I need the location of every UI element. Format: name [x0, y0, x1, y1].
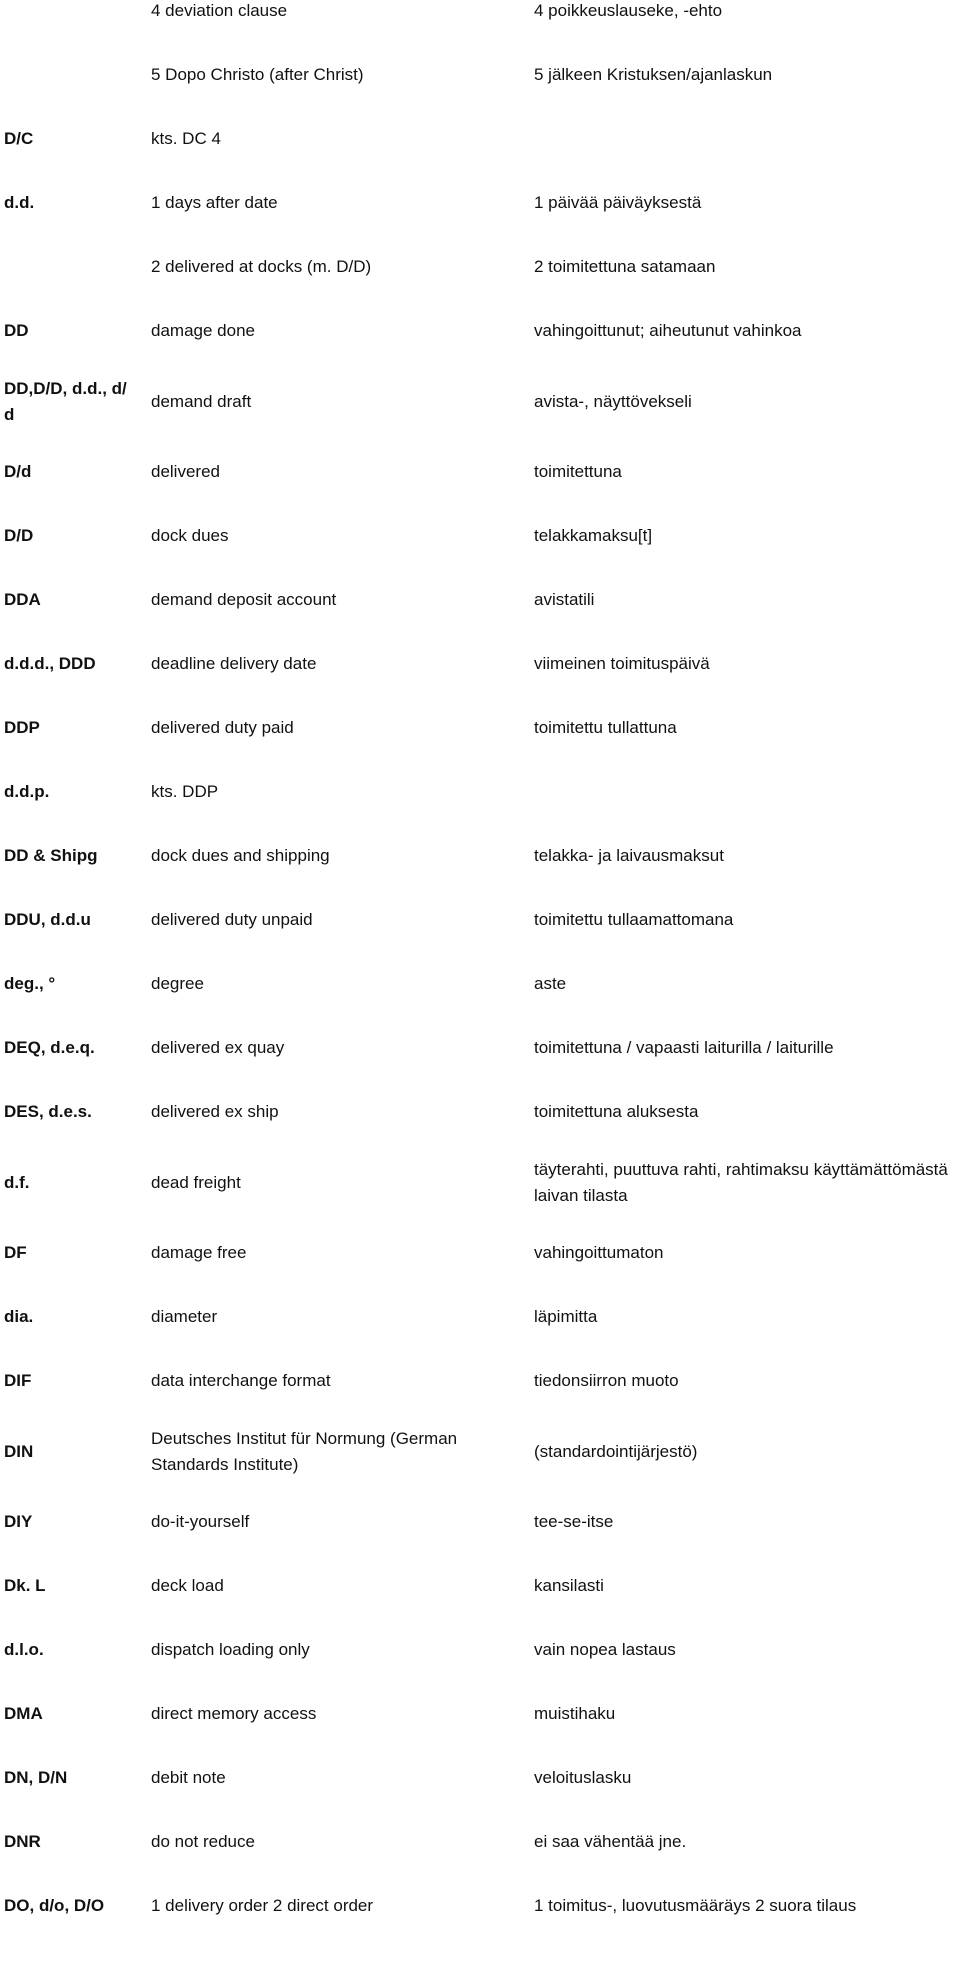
- finnish-translation: ei saa vähentää jne.: [534, 1832, 687, 1851]
- abbreviation: DDP: [4, 718, 40, 737]
- english-term: 2 delivered at docks (m. D/D): [151, 257, 372, 276]
- glossary-row: [0, 952, 960, 1016]
- glossary-row: [0, 363, 960, 440]
- glossary-row: [0, 824, 960, 888]
- english-term: delivered duty unpaid: [151, 910, 313, 929]
- english-term: delivered: [151, 462, 220, 481]
- english-term: demand draft: [151, 391, 252, 411]
- glossary-row: [0, 0, 960, 43]
- abbreviation: [4, 0, 144, 43]
- english-term: delivered ex quay: [151, 1038, 285, 1057]
- glossary-row: [0, 1349, 960, 1413]
- finnish-translation: vahingoittumaton: [534, 1243, 664, 1262]
- finnish-translation: veloituslasku: [534, 1768, 632, 1787]
- abbreviation: DDU, d.d.u: [4, 910, 91, 929]
- finnish-translation: avista-, näyttövekseli: [534, 391, 692, 411]
- english-term: dock dues: [151, 526, 229, 545]
- abbreviation: D/D: [4, 526, 34, 545]
- finnish-translation: kansilasti: [534, 1576, 604, 1595]
- finnish-translation: toimitettu tullattuna: [534, 718, 677, 737]
- abbreviation: DIN: [4, 1441, 34, 1461]
- glossary-row: [0, 1285, 960, 1349]
- abbreviation: DD: [4, 321, 29, 340]
- finnish-translation: avistatili: [534, 590, 595, 609]
- glossary-row: [0, 1080, 960, 1144]
- abbreviation: DN, D/N: [4, 1768, 68, 1787]
- english-term: 1 days after date: [151, 193, 278, 212]
- abbreviation: D/d: [4, 462, 32, 481]
- english-term: damage done: [151, 321, 255, 340]
- glossary-row: [0, 440, 960, 504]
- english-term: delivered duty paid: [151, 718, 294, 737]
- finnish-translation: vahingoittunut; aiheutunut vahinkoa: [534, 321, 802, 340]
- finnish-translation: vain nopea lastaus: [534, 1640, 676, 1659]
- english-term: kts. DDP: [151, 782, 219, 801]
- english-term: do-it-yourself: [151, 1512, 250, 1531]
- english-term: damage free: [151, 1243, 247, 1262]
- finnish-translation: [534, 107, 958, 171]
- abbreviation: Dk. L: [4, 1576, 46, 1595]
- glossary-row: [0, 1554, 960, 1618]
- finnish-translation: muistihaku: [534, 1704, 616, 1723]
- abbreviation: DEQ, d.e.q.: [4, 1038, 95, 1057]
- glossary-row: [0, 299, 960, 363]
- glossary-row: [0, 107, 960, 171]
- english-term: deadline delivery date: [151, 654, 317, 673]
- glossary-row: [0, 760, 960, 824]
- glossary-row: [0, 1810, 960, 1874]
- abbreviation: DF: [4, 1243, 27, 1262]
- glossary-row: [0, 1490, 960, 1554]
- english-term: demand deposit account: [151, 590, 337, 609]
- glossary-row: [0, 632, 960, 696]
- abbreviation: DD,D/D, d.d., d/ d: [4, 378, 127, 424]
- finnish-translation: (standardointijärjestö): [534, 1441, 698, 1461]
- abbreviation: DNR: [4, 1832, 41, 1851]
- finnish-translation: läpimitta: [534, 1307, 598, 1326]
- glossary-row: [0, 235, 960, 299]
- finnish-translation: telakkamaksu[t]: [534, 526, 653, 545]
- glossary-row: [0, 1413, 960, 1490]
- glossary-row: [0, 1016, 960, 1080]
- finnish-translation: täyterahti, puuttuva rahti, rahtimaksu käyttämättömästä laivan tilasta: [534, 1159, 948, 1205]
- abbreviation: DO, d/o, D/O: [4, 1896, 105, 1915]
- abbreviation: d.f.: [4, 1172, 30, 1192]
- abbreviation: D/C: [4, 129, 34, 148]
- english-term: debit note: [151, 1768, 226, 1787]
- finnish-translation: telakka- ja laivausmaksut: [534, 846, 724, 865]
- glossary-row: [0, 504, 960, 568]
- abbreviation: deg., °: [4, 974, 56, 993]
- finnish-translation: 4 poikkeuslauseke, -ehto: [534, 1, 723, 20]
- abbreviation: DDA: [4, 590, 41, 609]
- glossary-row: [0, 888, 960, 952]
- english-term: 1 delivery order 2 direct order: [151, 1896, 374, 1915]
- english-term: Deutsches Institut für Normung (German Standards Institute): [151, 1428, 458, 1474]
- english-term: dead freight: [151, 1172, 241, 1192]
- abbreviation: d.d.: [4, 193, 35, 212]
- abbreviation: DMA: [4, 1704, 43, 1723]
- english-term: degree: [151, 974, 204, 993]
- finnish-translation: viimeinen toimituspäivä: [534, 654, 710, 673]
- glossary-row: [0, 171, 960, 235]
- glossary-row: [0, 43, 960, 107]
- finnish-translation: toimitettuna aluksesta: [534, 1102, 699, 1121]
- abbreviation: DES, d.e.s.: [4, 1102, 92, 1121]
- english-term: 5 Dopo Christo (after Christ): [151, 65, 364, 84]
- english-term: 4 deviation clause: [151, 1, 288, 20]
- abbreviation: DD & Shipg: [4, 846, 98, 865]
- english-term: dock dues and shipping: [151, 846, 330, 865]
- finnish-translation: toimitettu tullaamattomana: [534, 910, 734, 929]
- english-term: dispatch loading only: [151, 1640, 310, 1659]
- glossary-row: [0, 1746, 960, 1810]
- finnish-translation: 2 toimitettuna satamaan: [534, 257, 716, 276]
- english-term: do not reduce: [151, 1832, 255, 1851]
- abbreviation: [4, 43, 144, 107]
- abbreviation: DIF: [4, 1371, 32, 1390]
- finnish-translation: aste: [534, 974, 567, 993]
- english-term: data interchange format: [151, 1371, 331, 1390]
- english-term: kts. DC 4: [151, 129, 221, 148]
- glossary-row: [0, 1144, 960, 1221]
- abbreviation: d.d.d., DDD: [4, 654, 96, 673]
- english-term: deck load: [151, 1576, 224, 1595]
- abbreviation: dia.: [4, 1307, 34, 1326]
- finnish-translation: 5 jälkeen Kristuksen/ajanlaskun: [534, 65, 773, 84]
- finnish-translation: [534, 760, 958, 824]
- english-term: delivered ex ship: [151, 1102, 279, 1121]
- glossary-row: [0, 568, 960, 632]
- glossary-row: [0, 1874, 960, 1938]
- glossary-row: [0, 1221, 960, 1285]
- english-term: direct memory access: [151, 1704, 317, 1723]
- finnish-translation: toimitettuna / vapaasti laiturilla / laiturille: [534, 1038, 834, 1057]
- glossary-row: [0, 1618, 960, 1682]
- abbreviation: DIY: [4, 1512, 33, 1531]
- finnish-translation: tee-se-itse: [534, 1512, 614, 1531]
- glossary-row: [0, 1682, 960, 1746]
- finnish-translation: tiedonsiirron muoto: [534, 1371, 679, 1390]
- english-term: diameter: [151, 1307, 218, 1326]
- glossary-row: [0, 696, 960, 760]
- abbreviation: [4, 235, 144, 299]
- abbreviation: d.d.p.: [4, 782, 50, 801]
- finnish-translation: toimitettuna: [534, 462, 622, 481]
- abbreviation: d.l.o.: [4, 1640, 44, 1659]
- finnish-translation: 1 päivää päiväyksestä: [534, 193, 702, 212]
- finnish-translation: 1 toimitus-, luovutusmääräys 2 suora tilaus: [534, 1896, 857, 1915]
